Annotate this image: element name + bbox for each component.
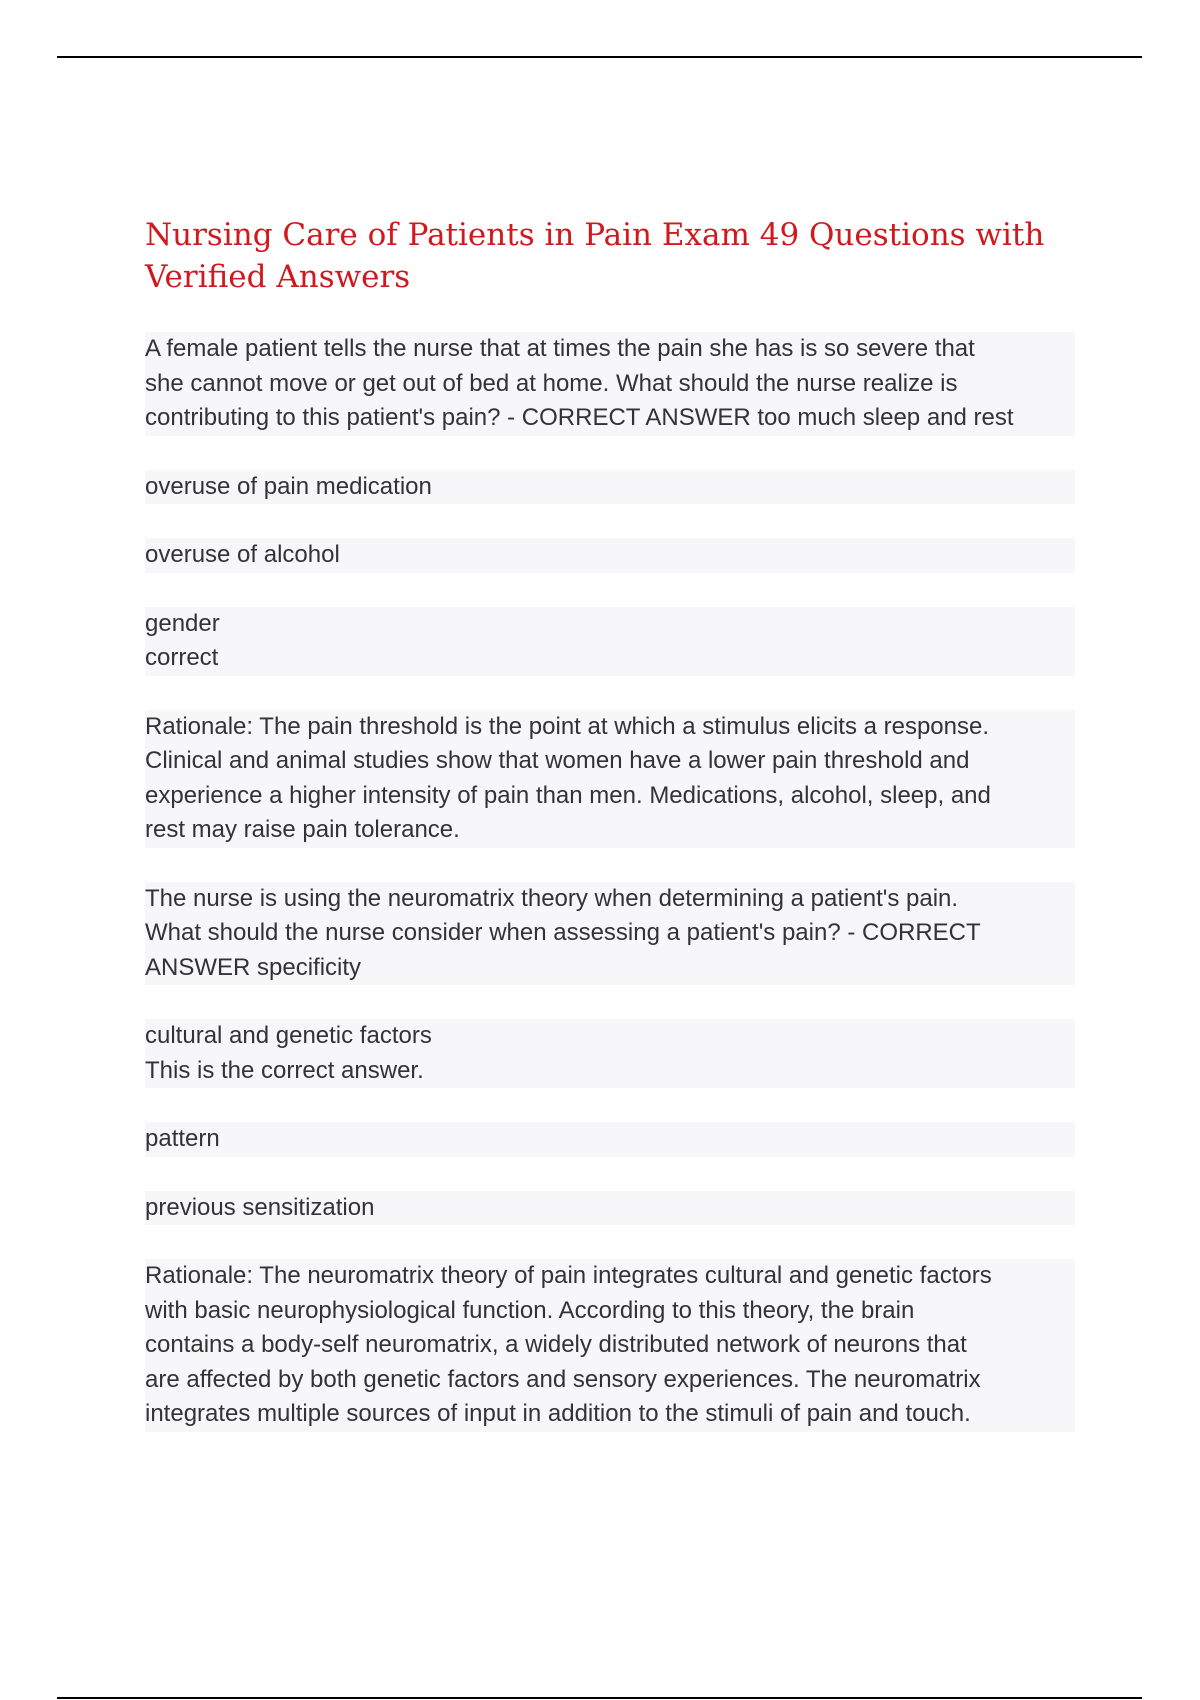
text-line: Rationale: The pain threshold is the point at which a stimulus elicits a response. <box>145 710 1075 745</box>
text-line: overuse of alcohol <box>145 538 1075 573</box>
question-1-stem <box>145 332 1075 436</box>
question-2-correct-option <box>145 1019 1075 1088</box>
text-line: What should the nurse consider when assessing a patient's pain? - CORRECT <box>145 916 1075 951</box>
text-line: Clinical and animal studies show that women have a lower pain threshold and <box>145 744 1075 779</box>
text-line: gender <box>145 607 1075 642</box>
text-line: This is the correct answer. <box>145 1054 1075 1089</box>
question-1-correct-option <box>145 607 1075 676</box>
text-line: integrates multiple sources of input in addition to the stimuli of pain and touch. <box>145 1397 1075 1432</box>
text-line: contributing to this patient's pain? - CORRECT ANSWER too much sleep and rest <box>145 401 1075 436</box>
question-1-option <box>145 538 1075 573</box>
document-body <box>145 214 1075 1466</box>
text-line: are affected by both genetic factors and sensory experiences. The neuromatrix <box>145 1363 1075 1398</box>
question-2-stem <box>145 882 1075 986</box>
text-line: she cannot move or get out of bed at home. What should the nurse realize is <box>145 367 1075 402</box>
bottom-rule <box>57 1697 1142 1699</box>
text-line: pattern <box>145 1122 1075 1157</box>
document-title: Nursing Care of Patients in Pain Exam 49 Questions with Verified Answers <box>145 217 1045 295</box>
question-2-option <box>145 1122 1075 1157</box>
text-line: correct <box>145 641 1075 676</box>
text-line: rest may raise pain tolerance. <box>145 813 1075 848</box>
text-line: with basic neurophysiological function. According to this theory, the brain <box>145 1294 1075 1329</box>
top-rule <box>57 56 1142 58</box>
text-line: contains a body-self neuromatrix, a widely distributed network of neurons that <box>145 1328 1075 1363</box>
text-line: ANSWER specificity <box>145 951 1075 986</box>
question-1-rationale <box>145 710 1075 848</box>
text-line: The nurse is using the neuromatrix theory when determining a patient's pain. <box>145 882 1075 917</box>
text-line: A female patient tells the nurse that at times the pain she has is so severe that <box>145 332 1075 367</box>
text-line: cultural and genetic factors <box>145 1019 1075 1054</box>
question-2-rationale <box>145 1259 1075 1432</box>
question-1-option <box>145 470 1075 505</box>
text-line: experience a higher intensity of pain than men. Medications, alcohol, sleep, and <box>145 779 1075 814</box>
text-line: Rationale: The neuromatrix theory of pain integrates cultural and genetic factors <box>145 1259 1075 1294</box>
question-2-option <box>145 1191 1075 1226</box>
text-line: previous sensitization <box>145 1191 1075 1226</box>
text-line: overuse of pain medication <box>145 470 1075 505</box>
